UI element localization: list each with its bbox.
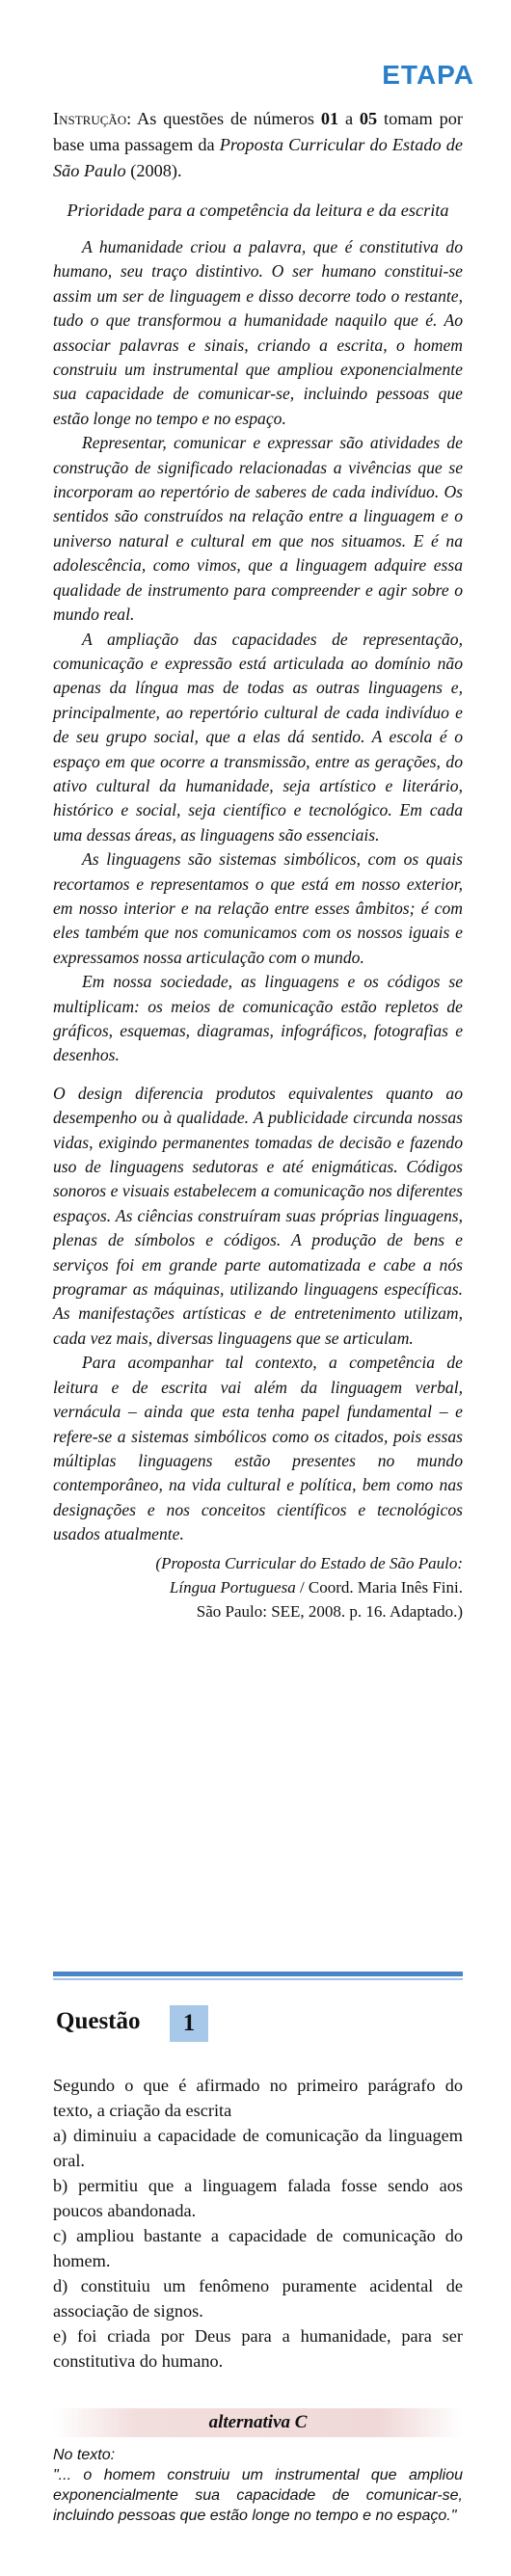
- question-stem: Segundo o que é afirmado no primeiro parágrafo do texto, a criação da escrita: [53, 2076, 463, 2120]
- instruction-text-4: tomam por base uma passagem da: [53, 109, 463, 154]
- passage-paragraph-1: A humanidade criou a palavra, que é constitutiva do humano, seu traço distintivo. O ser humano constitui-se assim um ser de linguagem e disso decorre todo o restante, tudo o que transformou a humanidade naquilo que é. Ao associar palavras e sinais, criando a escrita, o homem construiu um instrumental que ampliou exponencialmente sua capacidade de comunicar-se, incluindo pessoas que estão longe no tempo e no espaço.: [53, 237, 463, 428]
- question-divider-light: [53, 1978, 463, 1980]
- question-body: [53, 2073, 463, 2374]
- source-line-2: [53, 1575, 463, 1599]
- instruction-first-number: 01: [320, 109, 339, 128]
- option-c: c) ampliou bastante a capacidade de comunicação do homem.: [53, 2226, 463, 2270]
- answer-banner: alternativa C: [53, 2408, 463, 2437]
- instruction-text-2: a: [338, 109, 360, 128]
- instruction-last-number: 05: [359, 109, 378, 128]
- source-subject: Língua Portuguesa: [169, 1577, 296, 1597]
- instruction: [53, 106, 463, 184]
- instruction-text-6: (2008).: [125, 161, 182, 180]
- source-line-1: (Proposta Curricular do Estado de São Paulo:: [155, 1553, 463, 1572]
- question-label: Questão: [56, 2008, 141, 2034]
- passage-paragraph-2: Representar, comunicar e expressar são atividades de construção de significado relacionadas a vivências que se incorporam ao repertório de saberes de cada indivíduo. Os sentidos são construídos na relação entre a linguagem e o universo natural e cultural em que nos situamos. E é na adolescência, como vimos, que a linguagem adquire essa qualidade de instrumento para compreender e agir sobre o mundo real.: [53, 433, 463, 625]
- option-d: d) constituiu um fenômeno puramente acidental de associação de signos.: [53, 2276, 463, 2321]
- source-line-3: São Paulo: SEE, 2008. p. 16. Adaptado.): [196, 1601, 463, 1621]
- option-b: b) permitiu que a linguagem falada fosse sendo aos poucos abandonada.: [53, 2176, 463, 2220]
- passage-paragraph-4: As linguagens são sistemas simbólicos, com os quais recortamos e representamos o que está em nosso exterior, em nosso interior e na relação entre esses âmbitos; é com eles também que nos comunicamos com os nossos iguais e expressamos nossa articulação com o mundo.: [53, 849, 463, 967]
- answer-note-heading: No texto:: [53, 2447, 116, 2463]
- instruction-text-0: : As questões de números: [126, 109, 321, 128]
- answer-note: [53, 2445, 463, 2526]
- passage-paragraph-5: Em nossa sociedade, as linguagens e os códigos se multiplicam: os meios de comunicação estão repletos de gráficos, esquemas, diagramas, infográficos, fotografias e desenhos.: [53, 972, 463, 1065]
- passage-title: Prioridade para a competência da leitura e da escrita: [67, 201, 449, 220]
- passage-content: [53, 106, 463, 1623]
- instruction-source-title: Proposta Curricular do Estado de São Paulo: [53, 135, 463, 180]
- passage-source: [53, 1551, 463, 1623]
- passage-paragraph-3: A ampliação das capacidades de representação, comunicação e expressão está articulada ao domínio não apenas da língua mas de todas as outras linguagens e, principalmente, ao repertório cultural de cada indivíduo e de seu grupo social, que a elas dá sentido. A escola é o espaço em que ocorre a transmissão, entre as gerações, do ativo cultural da humanidade, seja artístico e literário, histórico e social, seja científico e tecnológico. Em cada uma dessas áreas, as linguagens são essenciais.: [53, 629, 463, 845]
- option-a: a) diminuiu a capacidade de comunicação da linguagem oral.: [53, 2126, 463, 2170]
- passage-paragraph-6: O design diferencia produtos equivalentes quanto ao desempenho ou à qualidade. A publicidade circunda nossas vidas, exigindo permanentes tomadas de decisão e fazendo uso de linguagens sedutoras e até enigmáticas. Códigos sonoros e visuais estabelecem a comunicação nos diferentes espaços. As ciências construíram suas próprias linguagens, plenas de símbolos e códigos. A produção de bens e serviços foi em grande parte automatizada e cabe a nós programar as máquinas, utilizando linguagens específicas. As manifestações artísticas e de entretenimento utilizam, cada vez mais, diversas linguagens que se articulam.: [53, 1083, 463, 1348]
- source-coord: / Coord. Maria Inês Fini.: [295, 1577, 463, 1597]
- question-divider: [53, 1972, 463, 1976]
- etapa-logo: ETAPA: [382, 60, 474, 90]
- question-number-badge: 1: [170, 2005, 208, 2042]
- passage-paragraph-7: Para acompanhar tal contexto, a competência de leitura e de escrita vai além da linguagem verbal, vernácula – ainda que esta tenha papel fundamental – e refere-se a sistemas simbólicos como os citados, pois essas múltiplas linguagens estão presentes no mundo contemporâneo, na vida cultural e política, bem como nas designações e nos conceitos científicos e tecnológicos usados atualmente.: [53, 1353, 463, 1544]
- answer-note-text: "... o homem construiu um instrumental que ampliou exponencialmente sua capacidade de comunicar-se, incluindo pessoas que estão longe no tempo e no espaço.": [53, 2467, 463, 2524]
- passage-text: [53, 235, 463, 1547]
- instruction-lead: Instrução: [53, 109, 127, 128]
- option-e: e) foi criada por Deus para a humanidade, para ser constitutiva do humano.: [53, 2326, 463, 2371]
